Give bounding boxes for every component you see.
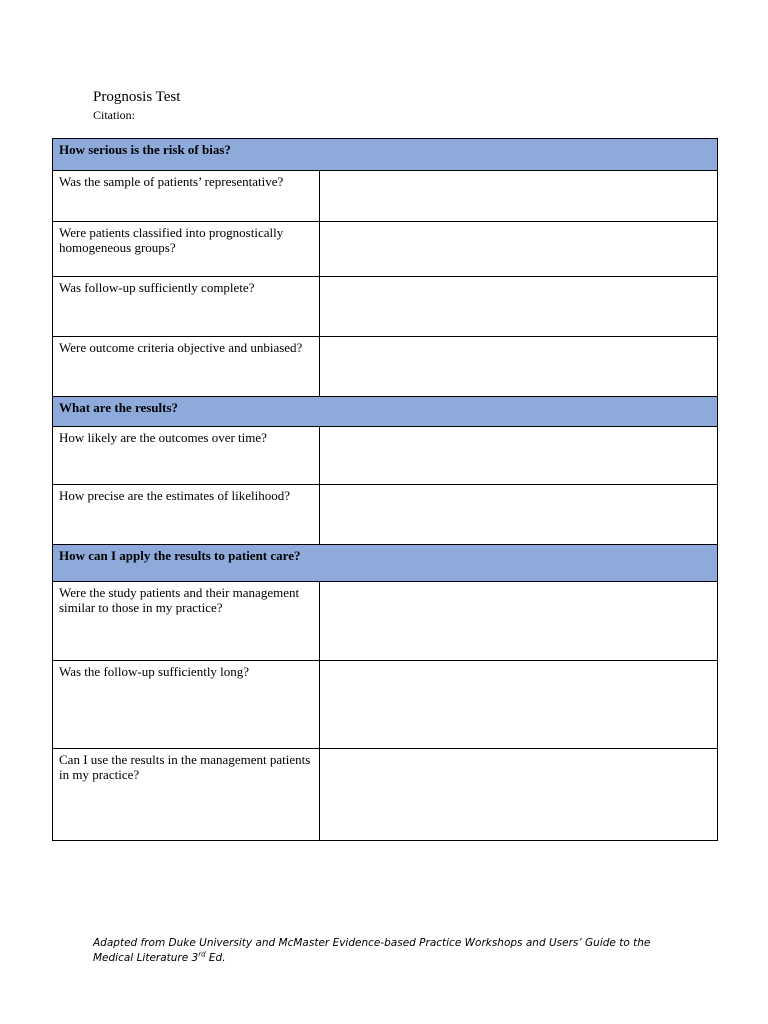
document-title: Prognosis Test — [93, 89, 181, 105]
table-row — [53, 582, 718, 661]
question-cell: Was follow-up sufficiently complete? — [53, 277, 320, 337]
table-row — [53, 427, 718, 485]
answer-cell[interactable] — [320, 222, 718, 277]
question-cell: Can I use the results in the management patients in my practice? — [53, 749, 320, 841]
table-row — [53, 485, 718, 545]
question-cell: Was the sample of patients’ representative? — [53, 171, 320, 222]
table-row — [53, 171, 718, 222]
footer-attribution — [93, 936, 693, 966]
table-row — [53, 277, 718, 337]
question-cell: Was the follow-up sufficiently long? — [53, 661, 320, 749]
footer-superscript: rd — [198, 950, 206, 959]
table-row — [53, 749, 718, 841]
answer-cell[interactable] — [320, 582, 718, 661]
question-cell: Were outcome criteria objective and unbiased? — [53, 337, 320, 397]
answer-cell[interactable] — [320, 749, 718, 841]
footer-suffix: Ed. — [205, 952, 226, 964]
table-row — [53, 222, 718, 277]
question-cell: Were patients classified into prognostically homogeneous groups? — [53, 222, 320, 277]
answer-cell[interactable] — [320, 277, 718, 337]
answer-cell[interactable] — [320, 485, 718, 545]
question-cell: Were the study patients and their management similar to those in my practice? — [53, 582, 320, 661]
question-cell: How likely are the outcomes over time? — [53, 427, 320, 485]
answer-cell[interactable] — [320, 427, 718, 485]
section-heading: What are the results? — [53, 397, 718, 427]
section-heading: How serious is the risk of bias? — [53, 139, 718, 171]
question-cell: How precise are the estimates of likelihood? — [53, 485, 320, 545]
section-heading: How can I apply the results to patient care? — [53, 545, 718, 582]
section-header-bias — [53, 139, 718, 171]
footer-text: Adapted from Duke University and McMaster Evidence-based Practice Workshops and Users’ Guide to the Medical Literature 3 — [93, 937, 651, 964]
answer-cell[interactable] — [320, 661, 718, 749]
table-row — [53, 337, 718, 397]
answer-cell[interactable] — [320, 171, 718, 222]
appraisal-table — [52, 138, 718, 841]
section-header-apply — [53, 545, 718, 582]
citation-label: Citation: — [93, 108, 135, 122]
section-header-results — [53, 397, 718, 427]
answer-cell[interactable] — [320, 337, 718, 397]
table-row — [53, 661, 718, 749]
